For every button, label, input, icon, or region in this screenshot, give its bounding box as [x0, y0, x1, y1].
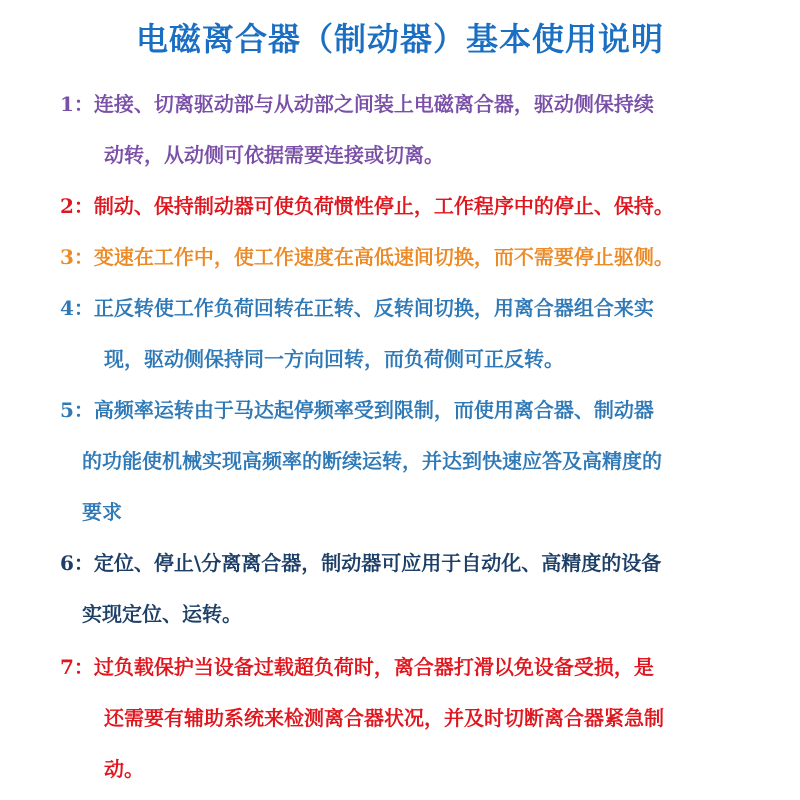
item-2-number: 2： — [60, 194, 94, 218]
item-4-line-2 — [104, 334, 564, 385]
item-7-text-2: 还需要有辅助系统来检测离合器状况，并及时切断离合器紧急制 — [104, 706, 664, 730]
page-title: 电磁离合器（制动器）基本使用说明 — [135, 20, 664, 58]
item-7-line-2 — [104, 693, 664, 744]
item-3-number: 3： — [60, 245, 94, 269]
item-5-line-3 — [82, 487, 122, 538]
item-5-number: 5： — [60, 398, 94, 422]
item-4-text-2: 现，驱动侧保持同一方向回转，而负荷侧可正反转。 — [104, 347, 564, 371]
item-5-text-3: 要求 — [82, 500, 122, 524]
item-5-text-2: 的功能使机械实现高频率的断续运转，并达到快速应答及高精度的 — [82, 449, 662, 473]
item-6-text-1: 定位、停止\分离离合器，制动器可应用于自动化、高精度的设备 — [93, 551, 662, 575]
item-7-text-1: 过负载保护当设备过载超负荷时，离合器打滑以免设备受损，是 — [93, 655, 654, 679]
item-5-line-2 — [82, 436, 662, 487]
item-1-line-1 — [60, 79, 654, 130]
item-5-line-1 — [60, 385, 654, 436]
item-4-line-1 — [60, 283, 654, 334]
item-1-line-2 — [104, 130, 444, 181]
item-7-number: 7： — [60, 655, 94, 679]
item-3-line-1 — [60, 232, 674, 283]
item-3-text-1: 变速在工作中，使工作速度在高低速间切换，而不需要停止驱侧。 — [93, 245, 674, 269]
item-7-line-3 — [104, 744, 144, 795]
item-1-text-1: 连接、切离驱动部与从动部之间装上电磁离合器，驱动侧保持续 — [93, 92, 654, 116]
item-5-text-1: 高频率运转由于马达起停频率受到限制，而使用离合器、制动器 — [93, 398, 654, 422]
item-6-line-1 — [60, 538, 661, 589]
item-2-line-1 — [60, 181, 674, 232]
item-1-text-2: 动转，从动侧可依据需要连接或切离。 — [104, 143, 444, 167]
item-7-line-1 — [60, 642, 654, 693]
item-1-number: 1： — [60, 92, 94, 116]
item-4-text-1: 正反转使工作负荷回转在正转、反转间切换，用离合器组合来实 — [93, 296, 654, 320]
item-6-line-2 — [82, 589, 242, 640]
item-6-number: 6： — [60, 551, 94, 575]
item-2-text-1: 制动、保持制动器可使负荷惯性停止，工作程序中的停止、保持。 — [93, 194, 674, 218]
item-7-text-3: 动。 — [104, 757, 144, 781]
item-6-text-2: 实现定位、运转。 — [82, 602, 242, 626]
item-4-number: 4： — [60, 296, 94, 320]
